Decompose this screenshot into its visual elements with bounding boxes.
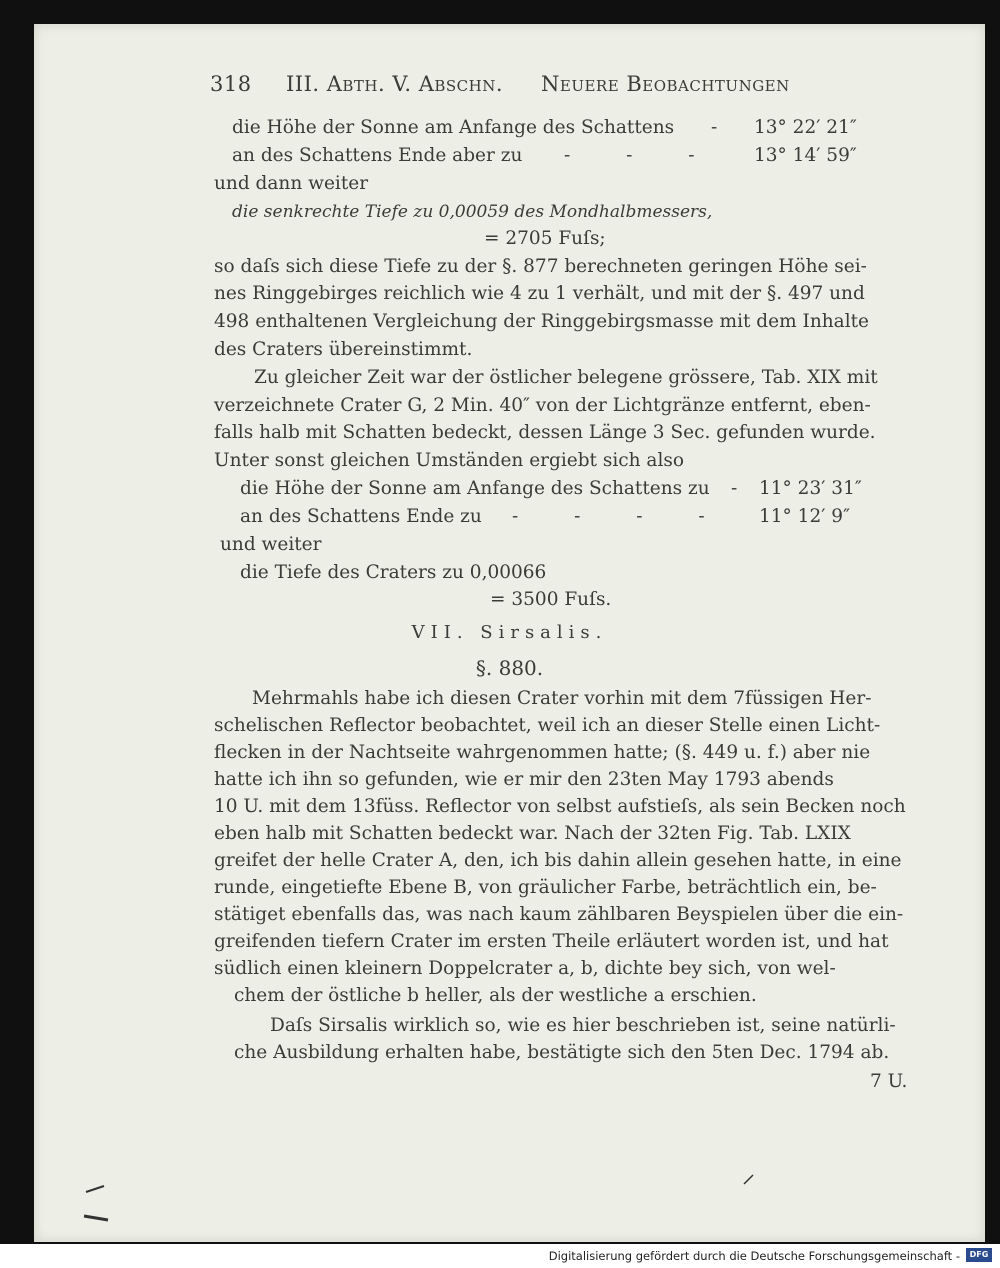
- block1-line1-dash: -: [711, 117, 718, 138]
- paragraph-1-line: des Craters übereinstimmt.: [214, 339, 473, 360]
- block1-line2-text: an des Schattens Ende aber zu: [232, 145, 523, 166]
- paragraph-3-line: eben halb mit Schatten bedeckt war. Nach der 32ten Fig. Tab. LXIX: [214, 823, 851, 844]
- block1-line2-dashes: - - -: [564, 145, 695, 166]
- paragraph-3-line: flecken in der Nachtseite wahrgenommen hatte; (§. 449 u. f.) aber nie: [214, 742, 871, 763]
- paragraph-3-line: stätiget ebenfalls das, was nach kaum zählbaren Beyspielen über die ein-: [214, 904, 904, 925]
- paragraph-3-line: greifenden tiefern Crater im ersten Theile erläutert worden ist, und hat: [214, 931, 889, 952]
- section-label: III. Abth. V. Abschn.: [286, 72, 504, 96]
- running-header: [210, 72, 790, 96]
- block2-line2-value: 11° 12′ 9″: [759, 506, 850, 527]
- block1-line1-value: 13° 22′ 21″: [754, 117, 857, 138]
- paragraph-4-line: che Ausbildung erhalten habe, bestätigte sich den 5ten Dec. 1794 ab.: [234, 1042, 890, 1063]
- header-title: Neuere Beobachtungen: [541, 72, 790, 96]
- paragraph-3-line: runde, eingetiefte Ebene B, von gräulicher Farbe, beträchtlich ein, be-: [214, 877, 877, 898]
- paragraph-2-line: Unter sonst gleichen Umständen ergiebt sich also: [214, 450, 685, 471]
- block1-line3: und dann weiter: [214, 173, 369, 194]
- ink-mark: [82, 1184, 112, 1224]
- paragraph-2-line: falls halb mit Schatten bedeckt, dessen Länge 3 Sec. gefunden wurde.: [214, 422, 876, 443]
- paragraph-3-line: südlich einen kleinern Doppelcrater a, b, dichte bey sich, von wel-: [214, 958, 836, 979]
- block1-line4: die senkrechte Tiefe zu 0,00059 des Mondhalbmessers,: [232, 202, 713, 222]
- digitization-footer: [0, 1244, 1000, 1268]
- block1-line5: = 2705 Fuſs;: [484, 228, 606, 249]
- footer-credit: Digitalisierung gefördert durch die Deutsche Forschungsgemeinschaft -: [548, 1249, 960, 1263]
- block1-line2-value: 13° 14′ 59″: [754, 145, 857, 166]
- paragraph-3-line: 10 U. mit dem 13füss. Reflector von selbst aufstieſs, als sein Becken noch: [214, 796, 906, 817]
- paragraph-1-line: 498 enthaltenen Vergleichung der Ringgebirgsmasse mit dem Inhalte: [214, 311, 869, 332]
- paragraph-1-line: so daſs sich diese Tiefe zu der §. 877 berechneten geringen Höhe sei-: [214, 256, 867, 277]
- block1-line1-text: die Höhe der Sonne am Anfange des Schattens: [232, 117, 675, 138]
- section-heading: [34, 622, 985, 643]
- dfg-logo: DFG: [966, 1248, 992, 1262]
- block1-line1: [232, 116, 674, 140]
- paragraph-3-line: hatte ich ihn so gefunden, wie er mir den 23ten May 1793 abends: [214, 769, 834, 790]
- block2-line5: = 3500 Fuſs.: [490, 589, 612, 610]
- paragraph-2-line: Zu gleicher Zeit war der östlicher belegene grössere, Tab. XIX mit: [254, 367, 878, 388]
- scanned-page: [34, 24, 985, 1242]
- paragraph-3-line: chem der östliche b heller, als der westliche a erschien.: [234, 985, 757, 1006]
- paragraph-4-line: Daſs Sirsalis wirklich so, wie es hier beschrieben ist, seine natürli-: [270, 1015, 896, 1036]
- block2-line2-dashes: - - - -: [512, 506, 705, 527]
- paragraph-1-line: nes Ringgebirges reichlich wie 4 zu 1 verhält, und mit der §. 497 und: [214, 283, 865, 304]
- page-number: 318: [210, 72, 252, 96]
- block2-line1-value: 11° 23′ 31″: [759, 478, 862, 499]
- block2-line1-dash: -: [731, 478, 738, 499]
- paragraph-3-line: schelischen Reflector beobachtet, weil ich an dieser Stelle einen Licht-: [214, 715, 881, 736]
- paragraph-2-line: verzeichnete Crater G, 2 Min. 40″ von der Lichtgränze entfernt, eben-: [214, 395, 871, 416]
- block2-line1-text: die Höhe der Sonne am Anfange des Schattens zu: [240, 478, 710, 499]
- block2-line4: die Tiefe des Craters zu 0,00066: [240, 562, 547, 583]
- catchword: 7 U.: [870, 1071, 908, 1092]
- ink-mark: [742, 1172, 756, 1186]
- paragraph-3-line: Mehrmahls habe ich diesen Crater vorhin mit dem 7füssigen Her-: [252, 688, 872, 709]
- paragraph-number: §. 880.: [475, 656, 544, 680]
- block2-line2-text: an des Schattens Ende zu: [240, 506, 482, 527]
- section-heading-text: VII. Sirsalis.: [411, 622, 608, 643]
- block2-line3: und weiter: [220, 534, 322, 555]
- paragraph-3-line: greifet der helle Crater A, den, ich bis dahin allein gesehen hatte, in eine: [214, 850, 902, 871]
